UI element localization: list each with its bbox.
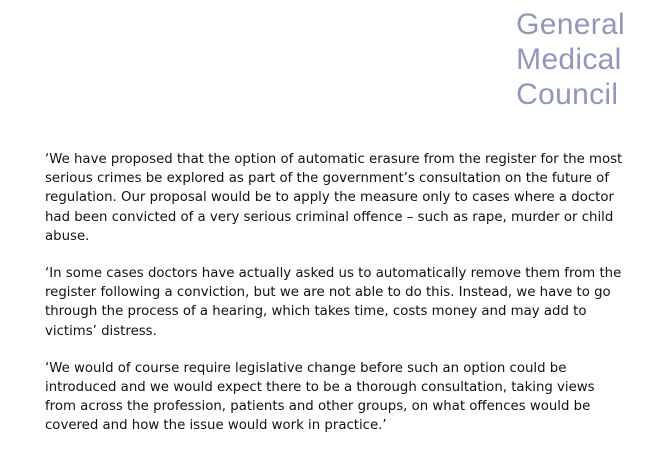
gmc-logo — [516, 7, 625, 112]
paragraph-doctor-requests: ‘In some cases doctors have actually asked us to automatically remove them from the register following a conviction, but we are not able to do this. Instead, we have to go through the process of a hearing, which takes time, costs money and may add to victims’ distress. — [45, 266, 622, 339]
paragraph-automatic-erasure: ‘We have proposed that the option of automatic erasure from the register for the most serious crimes be explored as part of the government’s consultation on the future of regulation. Our proposal would be to apply the measure only to cases where a doctor had been convicted of a very serious criminal offence – such as rape, murder or child abuse. — [45, 152, 623, 244]
paragraph-legislative-change: ‘We would of course require legislative change before such an option could be introduced and we would expect there to be a thorough consultation, taking views from across the profession, patients and other groups, on what offences would be covered and how the issue would work in practice.’ — [45, 360, 595, 434]
statement-body — [45, 150, 625, 454]
logo-line-general: General — [516, 8, 625, 41]
logo-line-medical: Medical — [516, 43, 622, 76]
logo-line-council: Council — [516, 78, 619, 111]
